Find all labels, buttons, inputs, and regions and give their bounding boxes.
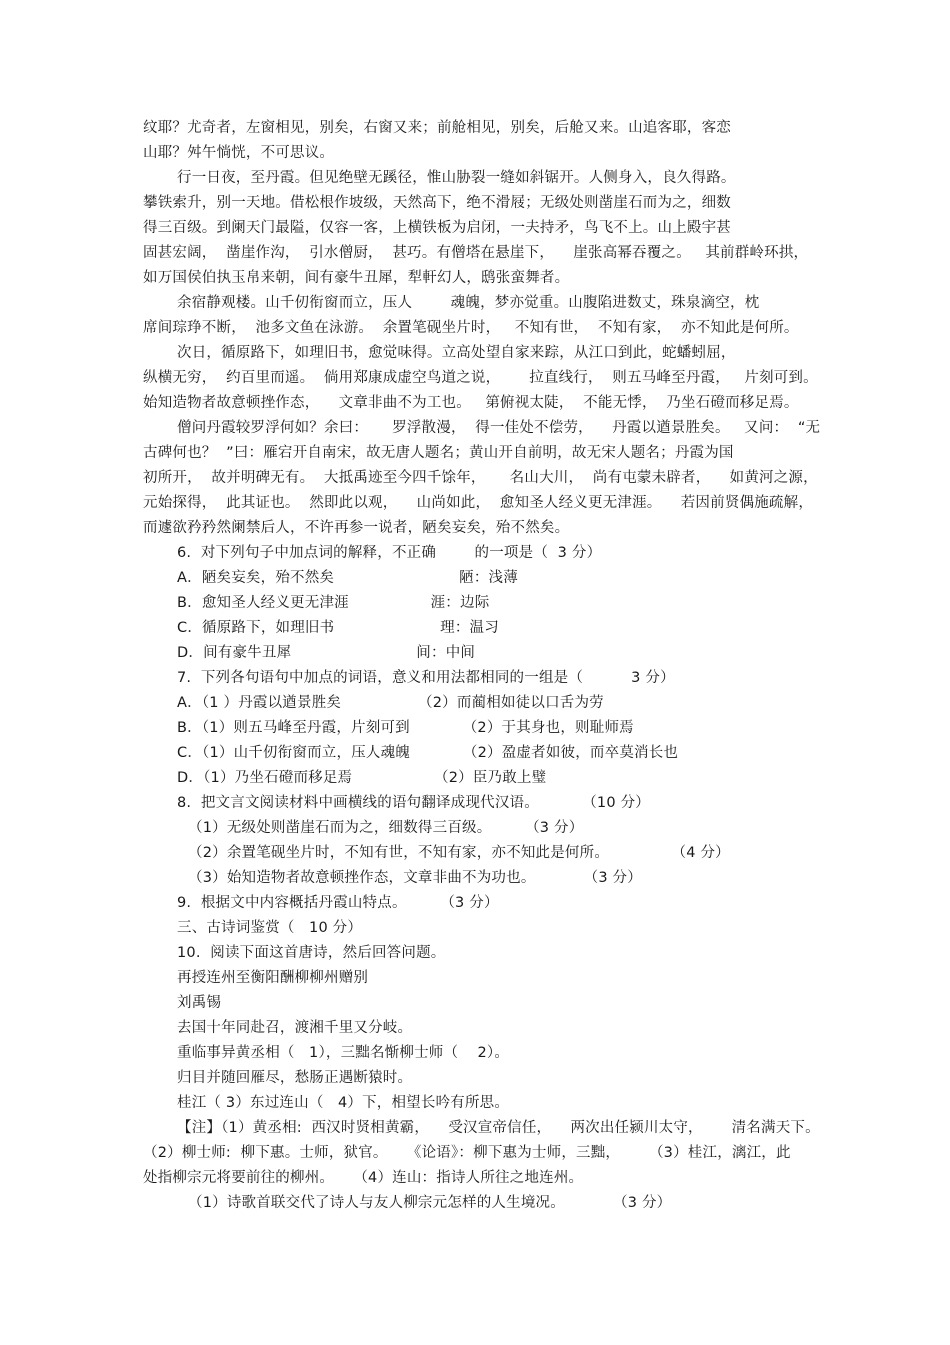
poem-author: 刘禹锡 — [177, 995, 222, 1011]
poem-line: 去国十年同赴召，渡湘千里又分岐。 — [177, 1020, 413, 1036]
text-line: 纹耶？尤奇者，左窗相见，别矣，右窗又来；前舱相见，别矣，后舱又来。山追客耶，客恋 — [143, 120, 731, 136]
poem-line: 重临事异黄丞相（ 1），三黜名惭柳士师（ 2）。 — [177, 1045, 510, 1061]
option-d: D．（1）乃坐石磴而移足焉 （2）臣乃敢上璧 — [177, 770, 547, 786]
option-b: B．愈知圣人经义更无津涯 涯：边际 — [177, 595, 490, 611]
option-c: C．（1）山千仞衔窗而立，压人魂魄 （2）盈虚者如彼，而卒莫消长也 — [177, 745, 679, 761]
text-line: 初所开， 故并明碑无有。 大抵禹迹至今四千馀年， 名山大川， 尚有屯蒙未辟者， 如黄河之源， — [143, 470, 818, 486]
text-line: 元始探得， 此其证也。 然即此以观， 山尚如此， 愈知圣人经义更无津涯。 若因前贤偶施疏解， — [143, 495, 814, 511]
text-line: 次日，循原路下，如理旧书，愈觉味得。立高处望自家来踪，从江口到此，蛇蟠蚓屈， — [177, 345, 736, 361]
text-line: 席间琮琤不断， 池多文鱼在泳游。 余置笔砚坐片时， 不知有世， 不知有家， 亦不知此是何所。 — [143, 320, 799, 336]
text-line: 行一日夜，至丹霞。但见绝壁无蹊径，惟山胁裂一缝如斜锯开。人侧身入，良久得路。 — [177, 170, 736, 186]
option-d: D．间有豪牛丑犀 间：中间 — [177, 645, 476, 661]
option-b: B．（1）则五马峰至丹霞，片刻可到 （2）于其身也，则耻师焉 — [177, 720, 634, 736]
option-c: C．循原路下，如理旧书 理：温习 — [177, 620, 499, 636]
note-line: 【注】（1）黄丞相: 西汉时贤相黄霸， 受汉宣帝信任， 两次出任颍川太守， 清名满天下。 — [177, 1120, 820, 1136]
text-line: 僧问丹霞较罗浮何如？余曰： 罗浮散漫， 得一佳处不偿劳， 丹霞以遒景胜矣。 又问： “无 — [177, 420, 821, 436]
text-line: 纵横无穷， 约百里而遥。 倘用郑康成虚空鸟道之说， 拉直线行， 则五马峰至丹霞， 片刻可到。 — [143, 370, 818, 386]
text-line: 如万国侯伯执玉帛来朝，间有豪牛丑犀，犁軒幻人，鸱张蛮舞者。 — [143, 270, 570, 286]
question-6: 6. 对下列句子中加点词的解释，不正确 的一项是（ 3 分） — [177, 545, 602, 561]
poem-line: 归目并随回雁尽，愁肠正遇断猿时。 — [177, 1070, 413, 1086]
text-line: 余宿静观楼。山千仞衔窗而立，压人 魂魄，梦亦觉重。山腹陷进数丈，珠泉滴空，枕 — [177, 295, 760, 311]
question-8: 8. 把文言文阅读材料中画横线的语句翻译成现代汉语。 （10 分） — [177, 795, 650, 811]
note-line: （2）柳士师: 柳下惠。士师，狱官。 《论语》：柳下惠为士师，三黜， （3）桂江，漓江，此 — [143, 1145, 791, 1161]
poem-line: 桂江（ 3）东过连山（ 4）下，相望长吟有所思。 — [177, 1095, 510, 1111]
text-line: 古碑何也？ ”曰：雁宕开自南宋，故无唐人题名；黄山开自前明，故无宋人题名；丹霞为国 — [143, 445, 734, 461]
text-line: 山耶？舛午惝恍，不可思议。 — [143, 145, 335, 161]
sub-question: （1）无级处则凿崖石而为之，细数得三百级。 （3 分） — [188, 820, 584, 836]
text-line: 得三百级。到阑天门最隘，仅容一客，上横铁板为启闭，一夫持矛，鸟飞不上。山上殿宇甚 — [143, 220, 731, 236]
text-line: 始知造物者故意顿挫作态， 文章非曲不为工也。 第俯视太陡， 不能无悸， 乃坐石磴而移足焉。 — [143, 395, 799, 411]
text-line: 而遽欲矜矜然阑禁后人，不许再参一说者，陋矣妄矣，殆不然矣。 — [143, 520, 570, 536]
question-7: 7. 下列各句语句中加点的词语，意义和用法都相同的一组是（ 3 分） — [177, 670, 675, 686]
option-a: A．陋矣妄矣，殆不然矣 陋：浅薄 — [177, 570, 518, 586]
question-10: 10. 阅读下面这首唐诗，然后回答问题。 — [177, 945, 446, 961]
option-a: A．（1 ）丹霞以遒景胜矣 （2）而蔺相如徒以口舌为劳 — [177, 695, 604, 711]
sub-question: （3）始知造物者故意顿挫作态，文章非曲不为功也。 （3 分） — [188, 870, 642, 886]
note-line: 处指柳宗元将要前往的柳州。 （4）连山：指诗人所往之地连州。 — [143, 1170, 584, 1186]
text-line: 攀铁索升，别一天地。借松根作坡级，天然高下，绝不滑屐；无级处则凿崖石而为之，细数 — [143, 195, 731, 211]
sub-question: （1）诗歌首联交代了诗人与友人柳宗元怎样的人生境况。 （3 分） — [188, 1195, 672, 1211]
section-heading: 三、古诗词鉴赏（ 10 分） — [177, 920, 363, 936]
poem-title: 再授连州至衡阳酬柳柳州赠别 — [177, 970, 369, 986]
sub-question: （2）余置笔砚坐片时，不知有世，不知有家，亦不知此是何所。 （4 分） — [188, 845, 730, 861]
question-9: 9. 根据文中内容概括丹霞山特点。 （3 分） — [177, 895, 499, 911]
text-line: 固甚宏阔， 凿崖作沟， 引水僧厨， 甚巧。有僧塔在悬崖下， 崖张高幂吞覆之。 其前群岭环拱， — [143, 245, 809, 261]
